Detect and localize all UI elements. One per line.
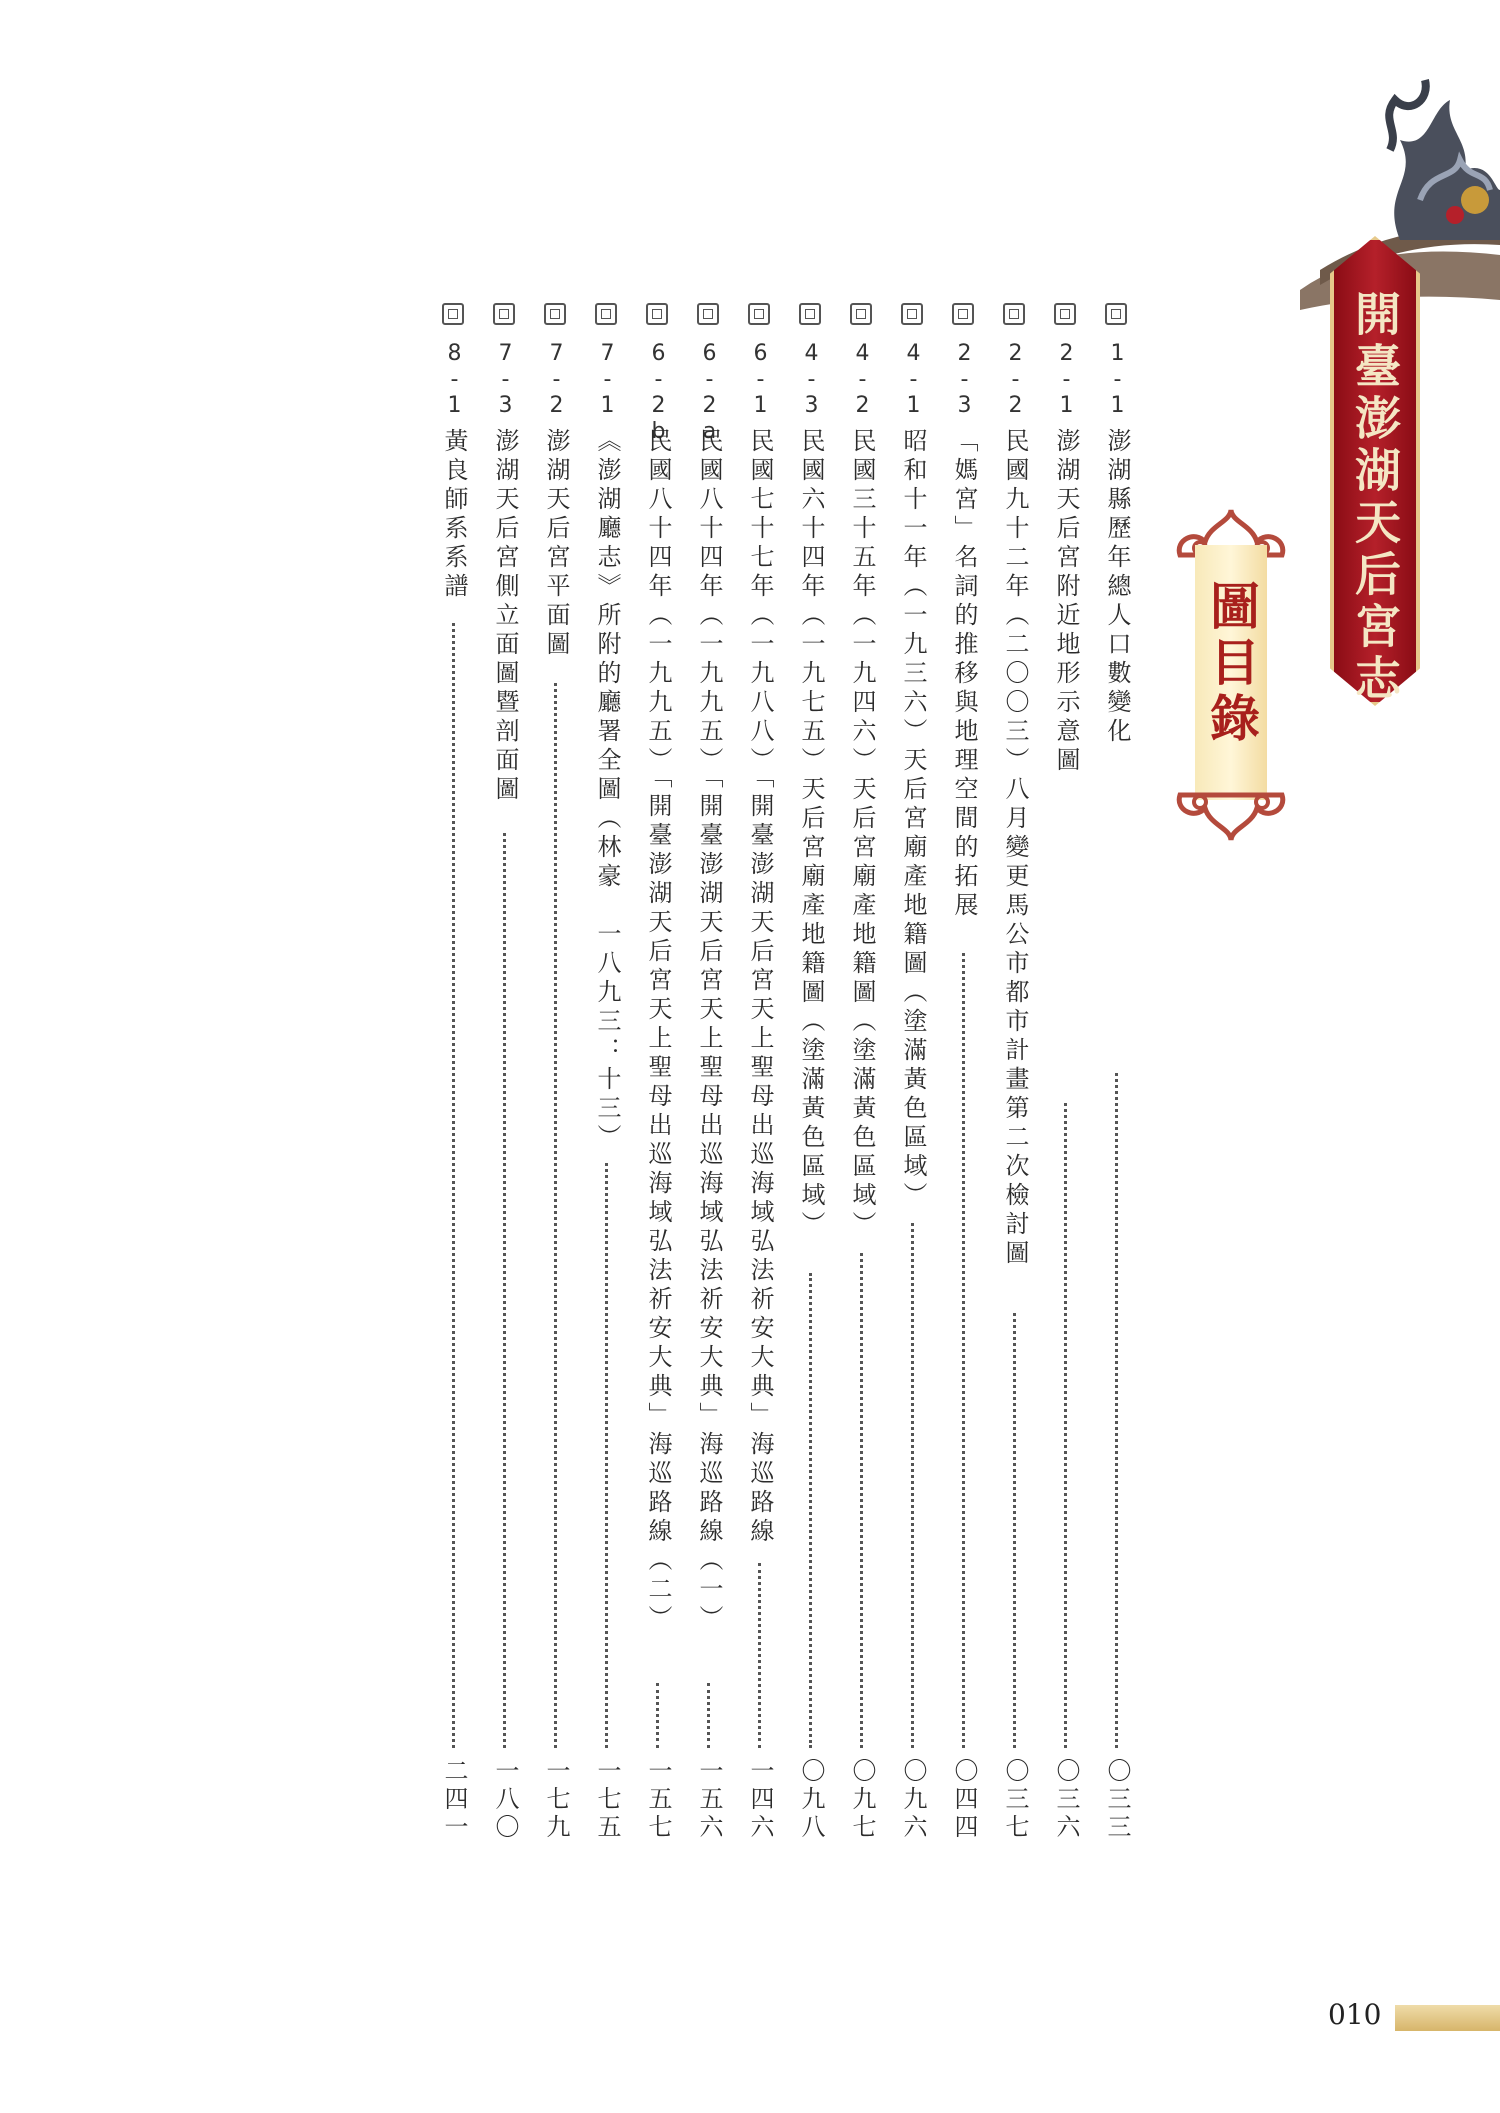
page-ref: 〇九七	[848, 1758, 876, 1842]
tu-seal-icon	[799, 303, 821, 325]
figure-title: 黃良師系系譜	[440, 428, 468, 602]
section-heading: 圖目錄	[1202, 580, 1261, 748]
list-item[interactable]	[439, 303, 469, 1843]
tu-seal-icon	[646, 303, 668, 325]
leader-dots	[1064, 1103, 1067, 1748]
figure-number: 8-1	[442, 341, 467, 419]
leader-dots	[707, 1683, 710, 1748]
list-item[interactable]	[541, 303, 571, 1843]
leader-dots	[860, 1253, 863, 1748]
leader-dots	[911, 1223, 914, 1748]
figure-title: 民國七十七年（一九八八）「開臺澎湖天后宮天上聖母出巡海域弘法祈安大典」海巡路線	[746, 428, 774, 1547]
list-item[interactable]	[592, 303, 622, 1843]
tu-seal-icon	[595, 303, 617, 325]
page-ref: 〇九八	[797, 1758, 825, 1842]
figure-number: 4-1	[901, 341, 926, 419]
figure-number: 7-3	[493, 341, 518, 419]
leader-dots	[554, 683, 557, 1748]
figure-number: 2-3	[952, 341, 977, 419]
page-ref: 一八〇	[491, 1758, 519, 1842]
figure-title: 澎湖天后宮平面圖	[542, 428, 570, 660]
tu-seal-icon	[442, 303, 464, 325]
tu-seal-icon	[1105, 303, 1127, 325]
figure-number: 7-2	[544, 341, 569, 419]
figure-number: 4-3	[799, 341, 824, 419]
page-ref: 〇三六	[1052, 1758, 1080, 1842]
book-title: 開臺澎湖天后宮志	[1348, 290, 1402, 706]
page-number-ornament	[1395, 2005, 1500, 2031]
ruyi-cloud-icon	[1170, 780, 1292, 850]
figure-number: 1-1	[1105, 341, 1130, 419]
tu-seal-icon	[493, 303, 515, 325]
page-ref: 一七九	[542, 1758, 570, 1842]
page-ref: 〇四四	[950, 1758, 978, 1842]
figure-title: 昭和十一年（一九三六）天后宮廟產地籍圖（塗滿黃色區域）	[899, 428, 927, 1211]
tu-seal-icon	[850, 303, 872, 325]
tu-seal-icon	[544, 303, 566, 325]
page-ref: 一五七	[644, 1758, 672, 1842]
list-item[interactable]	[745, 303, 775, 1843]
leader-dots	[452, 623, 455, 1748]
figure-title: 澎湖縣歷年總人口數變化	[1103, 428, 1131, 747]
list-item[interactable]	[847, 303, 877, 1843]
list-item[interactable]	[1051, 303, 1081, 1843]
page-ref: 〇三七	[1001, 1758, 1029, 1842]
figure-title: 澎湖天后宮附近地形示意圖	[1052, 428, 1080, 776]
tu-seal-icon	[697, 303, 719, 325]
tu-seal-icon	[748, 303, 770, 325]
page-number: 010	[1328, 1998, 1382, 2031]
figure-number: 6-1	[748, 341, 773, 419]
figure-title: 民國九十二年（二〇〇三）八月變更馬公市都市計畫第二次檢討圖	[1001, 428, 1029, 1269]
list-item[interactable]	[1000, 303, 1030, 1843]
page-ref: 〇九六	[899, 1758, 927, 1842]
tu-seal-icon	[901, 303, 923, 325]
tu-seal-icon	[1003, 303, 1025, 325]
list-item[interactable]	[898, 303, 928, 1843]
figure-number: 4-2	[850, 341, 875, 419]
figure-title: 澎湖天后宮側立面圖暨剖面圖	[491, 428, 519, 805]
figure-title: 民國三十五年（一九四六）天后宮廟產地籍圖（塗滿黃色區域）	[848, 428, 876, 1240]
figure-title: 《澎湖廳志》所附的廳署全圖（林豪 一八九三：十三）	[593, 428, 621, 1153]
leader-dots	[503, 833, 506, 1748]
list-item[interactable]	[1102, 303, 1132, 1843]
page-ref: 二四一	[440, 1758, 468, 1842]
list-item[interactable]	[490, 303, 520, 1843]
figure-number: 7-1	[595, 341, 620, 419]
page-ref: 〇三三	[1103, 1758, 1131, 1842]
list-item[interactable]	[796, 303, 826, 1843]
page-ref: 一七五	[593, 1758, 621, 1842]
page-ref: 一五六	[695, 1758, 723, 1842]
leader-dots	[962, 953, 965, 1748]
tu-seal-icon	[952, 303, 974, 325]
list-item[interactable]	[694, 303, 724, 1843]
list-item[interactable]	[643, 303, 673, 1843]
page-ref: 一四六	[746, 1758, 774, 1842]
leader-dots	[656, 1683, 659, 1748]
leader-dots	[758, 1563, 761, 1748]
leader-dots	[809, 1273, 812, 1748]
leader-dots	[605, 1163, 608, 1748]
list-item[interactable]	[949, 303, 979, 1843]
leader-dots	[1115, 1073, 1118, 1748]
tu-seal-icon	[1054, 303, 1076, 325]
figure-title: 「媽宮」名詞的推移與地理空間的拓展	[950, 428, 978, 921]
figure-number: 6-2b	[646, 341, 671, 445]
figure-number: 2-1	[1054, 341, 1079, 419]
figure-title: 民國八十四年（一九九五）「開臺澎湖天后宮天上聖母出巡海域弘法祈安大典」海巡路線（二）	[644, 428, 672, 1634]
figure-title: 民國六十四年（一九七五）天后宮廟產地籍圖（塗滿黃色區域）	[797, 428, 825, 1240]
figure-number: 2-2	[1003, 341, 1028, 419]
figure-number: 6-2a	[697, 341, 722, 445]
leader-dots	[1013, 1313, 1016, 1748]
figure-title: 民國八十四年（一九九五）「開臺澎湖天后宮天上聖母出巡海域弘法祈安大典」海巡路線（一）	[695, 428, 723, 1634]
